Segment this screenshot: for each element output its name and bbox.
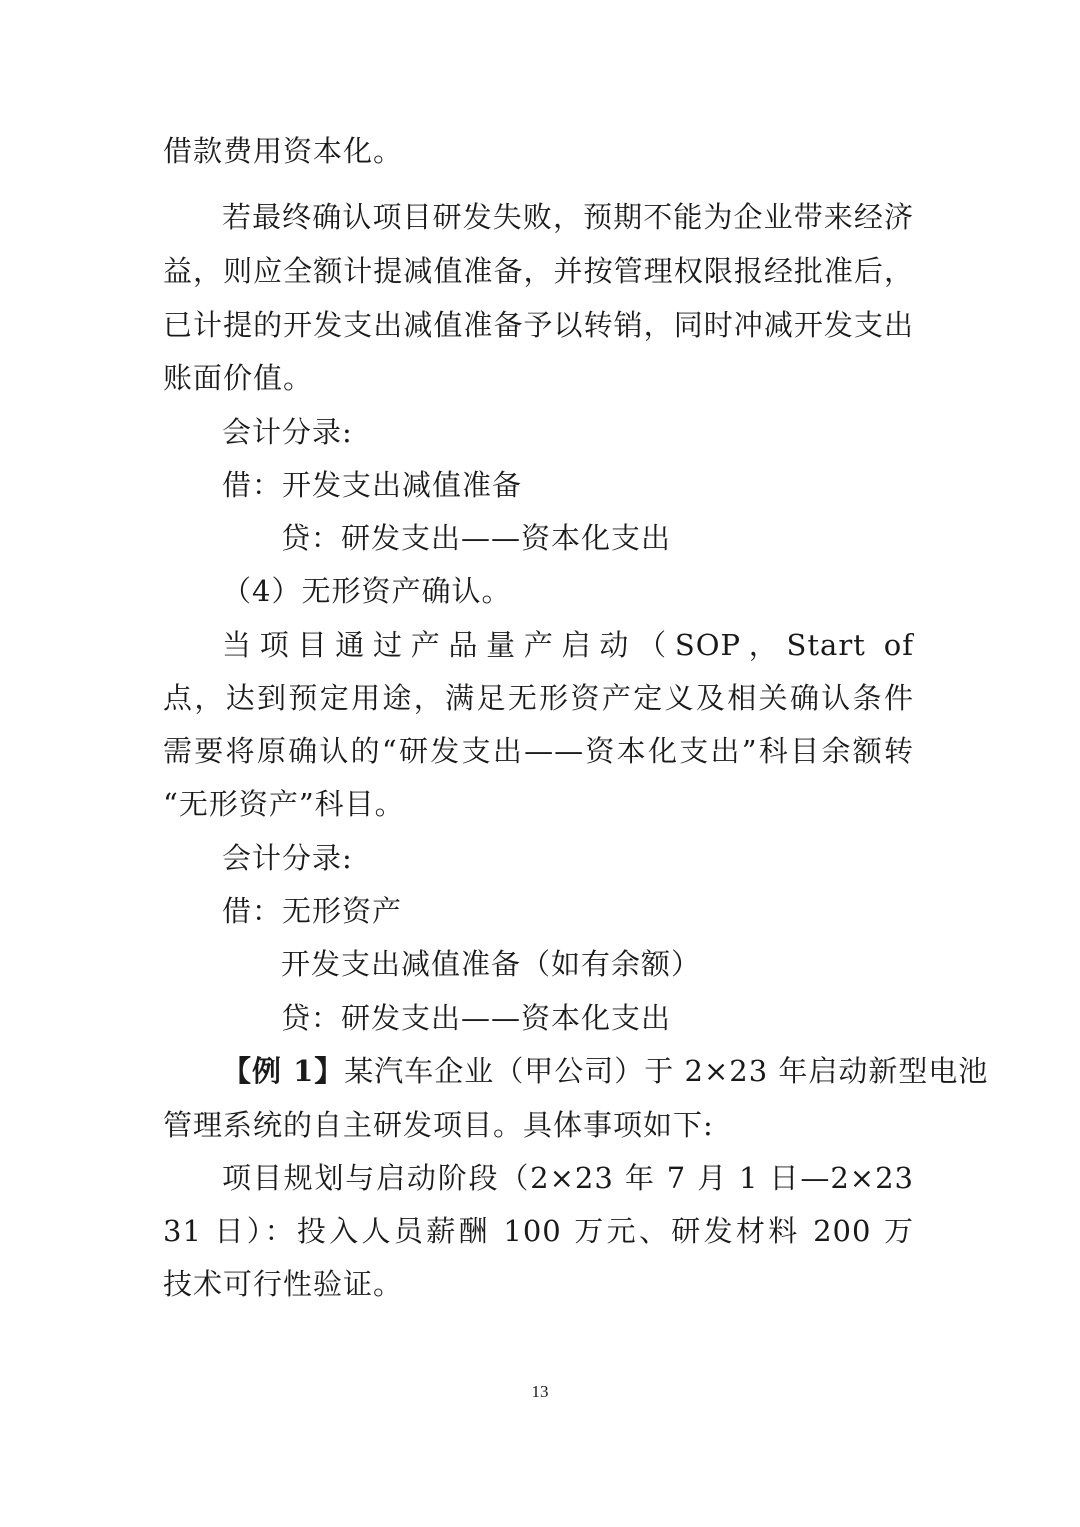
text-line: 贷：研发支出——资本化支出	[281, 521, 672, 555]
text-line: 31 日）：投入人员薪酬 100 万元、研发材料 200 万	[163, 1214, 914, 1248]
text-line: 借款费用资本化。	[163, 134, 404, 168]
text-line: 开发支出减值准备（如有余额）	[281, 947, 702, 981]
text-line: 贷：研发支出——资本化支出	[281, 1001, 672, 1035]
example-label: 【例 1】	[222, 1054, 345, 1088]
text-line: 点，达到预定用途，满足无形资产定义及相关确认条件	[163, 681, 914, 715]
text-line: 会计分录:	[222, 841, 353, 875]
example-line	[222, 1051, 989, 1091]
text-line: 益，则应全额计提减值准备，并按管理权限报经批准后，	[163, 254, 914, 288]
text-line: 管理系统的自主研发项目。具体事项如下:	[163, 1108, 714, 1142]
text-line: 借：开发支出减值准备	[222, 468, 523, 502]
text-line: （4）无形资产确认。	[222, 574, 512, 608]
text-line: 当项目通过产品量产启动（SOP，Start of	[222, 628, 914, 662]
text-line: 需要将原确认的“研发支出——资本化支出”科目余额转	[163, 734, 914, 768]
text-line: 借：无形资产	[222, 894, 403, 928]
text-line: 账面价值。	[163, 361, 314, 395]
text-line: 会计分录:	[222, 415, 353, 449]
text-line: 项目规划与启动阶段（2×23 年 7 月 1 日—2×23	[222, 1161, 914, 1195]
text-line: 技术可行性验证。	[163, 1267, 404, 1301]
text-line: 某汽车企业（甲公司）于 2×23 年启动新型电池	[344, 1054, 989, 1088]
text-line: 已计提的开发支出减值准备予以转销，同时冲减开发支出	[163, 308, 914, 342]
text-line: 若最终确认项目研发失败，预期不能为企业带来经济	[222, 200, 914, 234]
text-line: “无形资产”科目。	[163, 787, 405, 821]
page-number: 13	[531, 1382, 549, 1401]
